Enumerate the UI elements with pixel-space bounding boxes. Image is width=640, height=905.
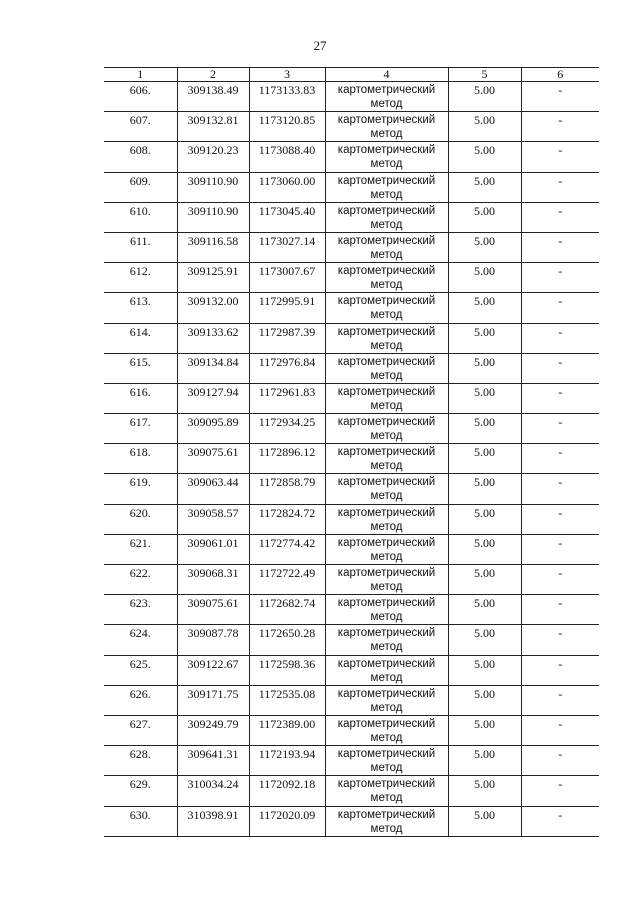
x-coordinate-cell: 309110.90 bbox=[177, 202, 249, 232]
point-number-cell: 614. bbox=[104, 323, 177, 353]
point-number-cell: 621. bbox=[104, 534, 177, 564]
x-coordinate-cell: 309087.78 bbox=[177, 625, 249, 655]
method-text: метод bbox=[370, 671, 403, 684]
x-coordinate-cell: 309061.01 bbox=[177, 534, 249, 564]
table-row bbox=[104, 353, 599, 383]
precision-cell: 5.00 bbox=[448, 353, 521, 383]
method-text: метод bbox=[370, 611, 403, 624]
method-cell bbox=[325, 655, 448, 685]
method-text: картометрический bbox=[337, 536, 436, 549]
method-cell bbox=[325, 715, 448, 745]
x-coordinate-cell: 309171.75 bbox=[177, 685, 249, 715]
point-number-cell: 622. bbox=[104, 565, 177, 595]
table-row bbox=[104, 293, 599, 323]
method-text: метод bbox=[370, 369, 403, 382]
method-text: картометрический bbox=[337, 506, 436, 519]
description-cell: - bbox=[521, 534, 599, 564]
table-row bbox=[104, 444, 599, 474]
column-header: 5 bbox=[448, 68, 521, 82]
coordinates-table bbox=[104, 67, 599, 837]
table-row bbox=[104, 414, 599, 444]
point-number-cell: 615. bbox=[104, 353, 177, 383]
y-coordinate-cell: 1173088.40 bbox=[249, 142, 325, 172]
table-header-row bbox=[104, 68, 599, 82]
precision-cell: 5.00 bbox=[448, 595, 521, 625]
x-coordinate-cell: 309641.31 bbox=[177, 746, 249, 776]
description-cell: - bbox=[521, 444, 599, 474]
method-text: метод bbox=[370, 460, 403, 473]
table-row bbox=[104, 383, 599, 413]
point-number-cell: 613. bbox=[104, 293, 177, 323]
x-coordinate-cell: 309122.67 bbox=[177, 655, 249, 685]
method-text: метод bbox=[370, 822, 403, 835]
x-coordinate-cell: 309134.84 bbox=[177, 353, 249, 383]
x-coordinate-cell: 309058.57 bbox=[177, 504, 249, 534]
point-number-cell: 630. bbox=[104, 806, 177, 836]
table-row bbox=[104, 625, 599, 655]
column-header: 3 bbox=[249, 68, 325, 82]
description-cell: - bbox=[521, 806, 599, 836]
precision-cell: 5.00 bbox=[448, 172, 521, 202]
description-cell: - bbox=[521, 565, 599, 595]
method-cell bbox=[325, 323, 448, 353]
y-coordinate-cell: 1172961.83 bbox=[249, 383, 325, 413]
point-number-cell: 619. bbox=[104, 474, 177, 504]
description-cell: - bbox=[521, 504, 599, 534]
page-number: 27 bbox=[313, 38, 327, 53]
method-text: картометрический bbox=[337, 748, 436, 761]
method-text: картометрический bbox=[337, 355, 436, 368]
y-coordinate-cell: 1172774.42 bbox=[249, 534, 325, 564]
method-text: метод bbox=[370, 188, 403, 201]
table-row bbox=[104, 715, 599, 745]
method-cell bbox=[325, 685, 448, 715]
description-cell: - bbox=[521, 776, 599, 806]
x-coordinate-cell: 309116.58 bbox=[177, 232, 249, 262]
method-text: картометрический bbox=[337, 84, 436, 96]
x-coordinate-cell: 309068.31 bbox=[177, 565, 249, 595]
y-coordinate-cell: 1172995.91 bbox=[249, 293, 325, 323]
table-row bbox=[104, 474, 599, 504]
method-text: метод bbox=[370, 98, 403, 110]
description-cell: - bbox=[521, 142, 599, 172]
table-row bbox=[104, 82, 599, 112]
y-coordinate-cell: 1172824.72 bbox=[249, 504, 325, 534]
method-cell bbox=[325, 746, 448, 776]
precision-cell: 5.00 bbox=[448, 444, 521, 474]
method-cell bbox=[325, 504, 448, 534]
table-row bbox=[104, 806, 599, 836]
x-coordinate-cell: 309127.94 bbox=[177, 383, 249, 413]
method-text: метод bbox=[370, 248, 403, 261]
method-text: картометрический bbox=[337, 144, 436, 157]
method-text: картометрический bbox=[337, 234, 436, 247]
description-cell: - bbox=[521, 715, 599, 745]
method-cell bbox=[325, 414, 448, 444]
precision-cell: 5.00 bbox=[448, 625, 521, 655]
description-cell: - bbox=[521, 625, 599, 655]
point-number-cell: 617. bbox=[104, 414, 177, 444]
y-coordinate-cell: 1173045.40 bbox=[249, 202, 325, 232]
precision-cell: 5.00 bbox=[448, 504, 521, 534]
y-coordinate-cell: 1173120.85 bbox=[249, 112, 325, 142]
precision-cell: 5.00 bbox=[448, 263, 521, 293]
method-cell bbox=[325, 353, 448, 383]
column-header: 6 bbox=[521, 68, 599, 82]
table-row bbox=[104, 504, 599, 534]
method-text: метод bbox=[370, 641, 403, 654]
method-text: картометрический bbox=[337, 446, 436, 459]
description-cell: - bbox=[521, 232, 599, 262]
description-cell: - bbox=[521, 293, 599, 323]
method-cell bbox=[325, 293, 448, 323]
column-header: 4 bbox=[325, 68, 448, 82]
x-coordinate-cell: 309138.49 bbox=[177, 82, 249, 112]
point-number-cell: 629. bbox=[104, 776, 177, 806]
method-cell bbox=[325, 565, 448, 595]
method-text: метод bbox=[370, 218, 403, 231]
precision-cell: 5.00 bbox=[448, 806, 521, 836]
method-cell bbox=[325, 263, 448, 293]
method-text: картометрический bbox=[337, 174, 436, 187]
y-coordinate-cell: 1172020.09 bbox=[249, 806, 325, 836]
x-coordinate-cell: 309075.61 bbox=[177, 595, 249, 625]
y-coordinate-cell: 1173027.14 bbox=[249, 232, 325, 262]
method-cell bbox=[325, 625, 448, 655]
method-text: метод bbox=[370, 430, 403, 443]
table-row bbox=[104, 263, 599, 293]
y-coordinate-cell: 1173060.00 bbox=[249, 172, 325, 202]
description-cell: - bbox=[521, 474, 599, 504]
point-number-cell: 625. bbox=[104, 655, 177, 685]
method-text: картометрический bbox=[337, 717, 436, 730]
table-row bbox=[104, 232, 599, 262]
table-row bbox=[104, 323, 599, 353]
method-cell bbox=[325, 383, 448, 413]
description-cell: - bbox=[521, 655, 599, 685]
y-coordinate-cell: 1172976.84 bbox=[249, 353, 325, 383]
method-text: картометрический bbox=[337, 627, 436, 640]
method-text: картометрический bbox=[337, 657, 436, 670]
point-number-cell: 610. bbox=[104, 202, 177, 232]
precision-cell: 5.00 bbox=[448, 293, 521, 323]
description-cell: - bbox=[521, 414, 599, 444]
method-cell bbox=[325, 806, 448, 836]
point-number-cell: 612. bbox=[104, 263, 177, 293]
precision-cell: 5.00 bbox=[448, 565, 521, 595]
method-text: картометрический bbox=[337, 416, 436, 429]
method-text: картометрический bbox=[337, 204, 436, 217]
method-text: картометрический bbox=[337, 778, 436, 791]
method-cell bbox=[325, 444, 448, 474]
precision-cell: 5.00 bbox=[448, 746, 521, 776]
x-coordinate-cell: 309249.79 bbox=[177, 715, 249, 745]
method-text: метод bbox=[370, 792, 403, 805]
method-cell bbox=[325, 142, 448, 172]
y-coordinate-cell: 1172896.12 bbox=[249, 444, 325, 474]
table-row bbox=[104, 565, 599, 595]
x-coordinate-cell: 309063.44 bbox=[177, 474, 249, 504]
method-text: метод bbox=[370, 128, 403, 141]
column-header: 2 bbox=[177, 68, 249, 82]
table-row bbox=[104, 746, 599, 776]
method-text: метод bbox=[370, 279, 403, 292]
description-cell: - bbox=[521, 685, 599, 715]
method-cell bbox=[325, 202, 448, 232]
point-number-cell: 607. bbox=[104, 112, 177, 142]
point-number-cell: 616. bbox=[104, 383, 177, 413]
x-coordinate-cell: 310034.24 bbox=[177, 776, 249, 806]
x-coordinate-cell: 309132.81 bbox=[177, 112, 249, 142]
table-row bbox=[104, 595, 599, 625]
method-text: картометрический bbox=[337, 687, 436, 700]
method-cell bbox=[325, 82, 448, 112]
x-coordinate-cell: 309120.23 bbox=[177, 142, 249, 172]
description-cell: - bbox=[521, 263, 599, 293]
method-cell bbox=[325, 534, 448, 564]
method-cell bbox=[325, 776, 448, 806]
method-cell bbox=[325, 112, 448, 142]
y-coordinate-cell: 1172650.28 bbox=[249, 625, 325, 655]
table-row bbox=[104, 534, 599, 564]
method-cell bbox=[325, 595, 448, 625]
precision-cell: 5.00 bbox=[448, 383, 521, 413]
method-text: картометрический bbox=[337, 808, 436, 821]
point-number-cell: 608. bbox=[104, 142, 177, 172]
y-coordinate-cell: 1173007.67 bbox=[249, 263, 325, 293]
method-text: картометрический bbox=[337, 325, 436, 338]
precision-cell: 5.00 bbox=[448, 474, 521, 504]
point-number-cell: 627. bbox=[104, 715, 177, 745]
y-coordinate-cell: 1172598.36 bbox=[249, 655, 325, 685]
point-number-cell: 606. bbox=[104, 82, 177, 112]
description-cell: - bbox=[521, 112, 599, 142]
method-text: метод bbox=[370, 309, 403, 322]
precision-cell: 5.00 bbox=[448, 534, 521, 564]
method-text: метод bbox=[370, 731, 403, 744]
method-text: картометрический bbox=[337, 567, 436, 579]
y-coordinate-cell: 1173133.83 bbox=[249, 82, 325, 112]
method-text: картометрический bbox=[337, 385, 436, 398]
precision-cell: 5.00 bbox=[448, 202, 521, 232]
precision-cell: 5.00 bbox=[448, 685, 521, 715]
y-coordinate-cell: 1172682.74 bbox=[249, 595, 325, 625]
y-coordinate-cell: 1172389.00 bbox=[249, 715, 325, 745]
precision-cell: 5.00 bbox=[448, 715, 521, 745]
point-number-cell: 620. bbox=[104, 504, 177, 534]
precision-cell: 5.00 bbox=[448, 655, 521, 685]
method-text: картометрический bbox=[337, 295, 436, 308]
precision-cell: 5.00 bbox=[448, 82, 521, 112]
x-coordinate-cell: 309133.62 bbox=[177, 323, 249, 353]
point-number-cell: 623. bbox=[104, 595, 177, 625]
y-coordinate-cell: 1172722.49 bbox=[249, 565, 325, 595]
method-text: метод bbox=[370, 701, 403, 714]
precision-cell: 5.00 bbox=[448, 414, 521, 444]
method-text: метод bbox=[370, 550, 403, 563]
y-coordinate-cell: 1172987.39 bbox=[249, 323, 325, 353]
method-text: картометрический bbox=[337, 476, 436, 489]
description-cell: - bbox=[521, 323, 599, 353]
x-coordinate-cell: 310398.91 bbox=[177, 806, 249, 836]
table-row bbox=[104, 655, 599, 685]
y-coordinate-cell: 1172092.18 bbox=[249, 776, 325, 806]
method-cell bbox=[325, 474, 448, 504]
point-number-cell: 618. bbox=[104, 444, 177, 474]
table-row bbox=[104, 172, 599, 202]
method-cell bbox=[325, 232, 448, 262]
point-number-cell: 609. bbox=[104, 172, 177, 202]
y-coordinate-cell: 1172858.79 bbox=[249, 474, 325, 504]
precision-cell: 5.00 bbox=[448, 323, 521, 353]
point-number-cell: 626. bbox=[104, 685, 177, 715]
table-row bbox=[104, 142, 599, 172]
precision-cell: 5.00 bbox=[448, 142, 521, 172]
y-coordinate-cell: 1172934.25 bbox=[249, 414, 325, 444]
x-coordinate-cell: 309095.89 bbox=[177, 414, 249, 444]
x-coordinate-cell: 309132.00 bbox=[177, 293, 249, 323]
point-number-cell: 624. bbox=[104, 625, 177, 655]
method-text: метод bbox=[370, 520, 403, 533]
method-text: метод bbox=[370, 158, 403, 171]
precision-cell: 5.00 bbox=[448, 232, 521, 262]
x-coordinate-cell: 309075.61 bbox=[177, 444, 249, 474]
method-text: картометрический bbox=[337, 597, 436, 610]
precision-cell: 5.00 bbox=[448, 776, 521, 806]
description-cell: - bbox=[521, 202, 599, 232]
method-text: картометрический bbox=[337, 114, 436, 127]
description-cell: - bbox=[521, 353, 599, 383]
description-cell: - bbox=[521, 746, 599, 776]
method-text: метод bbox=[370, 490, 403, 503]
table-row bbox=[104, 112, 599, 142]
point-number-cell: 611. bbox=[104, 232, 177, 262]
table-row bbox=[104, 202, 599, 232]
point-number-cell: 628. bbox=[104, 746, 177, 776]
method-cell bbox=[325, 172, 448, 202]
precision-cell: 5.00 bbox=[448, 112, 521, 142]
method-text: метод bbox=[370, 339, 403, 352]
table-row bbox=[104, 685, 599, 715]
column-header: 1 bbox=[104, 68, 177, 82]
description-cell: - bbox=[521, 383, 599, 413]
y-coordinate-cell: 1172535.08 bbox=[249, 685, 325, 715]
description-cell: - bbox=[521, 595, 599, 625]
method-text: картометрический bbox=[337, 265, 436, 278]
x-coordinate-cell: 309110.90 bbox=[177, 172, 249, 202]
table-row bbox=[104, 776, 599, 806]
method-text: метод bbox=[370, 399, 403, 412]
method-text: метод bbox=[370, 581, 403, 593]
y-coordinate-cell: 1172193.94 bbox=[249, 746, 325, 776]
description-cell: - bbox=[521, 172, 599, 202]
description-cell: - bbox=[521, 82, 599, 112]
x-coordinate-cell: 309125.91 bbox=[177, 263, 249, 293]
method-text: метод bbox=[370, 762, 403, 775]
